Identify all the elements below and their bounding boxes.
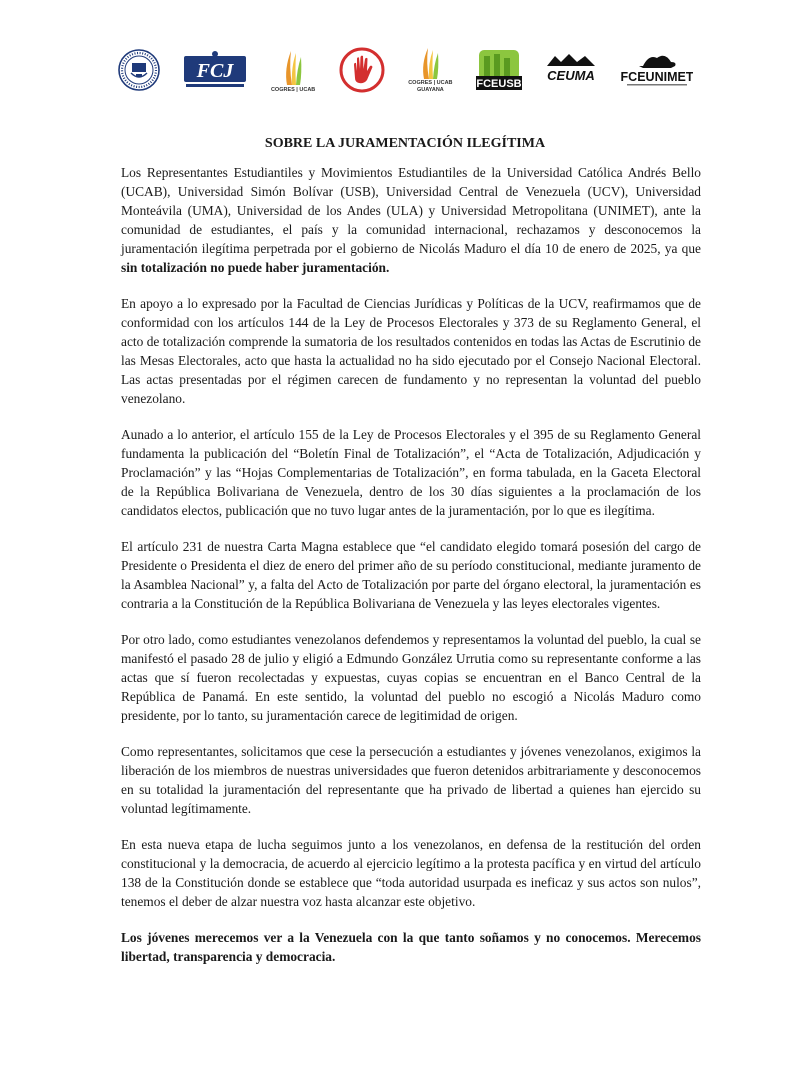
cogres-ucab-logo xyxy=(271,40,315,100)
hand-circle-logo xyxy=(339,40,385,100)
paragraph-3: Aunado a lo anterior, el artículo 155 de la Ley de Procesos Electorales y el 395 de su Reglamento General fundamenta la publicación del “Boletín Final de Totalización”, el “Acta de Totalización, Adjudicación y Proclamación” y las “Hojas Complementarias de Totalización”, en forma tabulada, en la Gaceta Electoral de la República Bolivariana de Venezuela, dentro de los 30 días siguientes a la proclamación de los candidatos electos, publicación que no tuvo lugar antes de la juramentación, por lo que es ilegítima. xyxy=(121,427,701,518)
paragraph-6: Como representantes, solicitamos que cese la persecución a estudiantes y jóvenes venezolanos, exigimos la liberación de los miembros de nuestras universidades que fueron detenidos arbitrariamente y desconocemos en su totalidad la juramentación del representante que ha privado de libertad a quienes han ejercido su voluntad legítimamente. xyxy=(121,744,701,816)
fceusb-emblem-icon xyxy=(476,48,522,92)
fceunimet-wordmark: FCEUNIMET xyxy=(620,70,693,84)
document-title: SOBRE LA JURAMENTACIÓN ILEGÍTIMA xyxy=(264,136,546,151)
hand-icon xyxy=(339,47,385,93)
fceusb-wordmark: FCEUSB xyxy=(476,78,522,90)
fcj-wordmark: FCJ xyxy=(197,60,234,82)
paragraph-4: El artículo 231 de nuestra Carta Magna establece que “el candidato elegido tomará posesión del cargo de Presidente o Presidenta el diez de enero del primer año de su período constitucional, mediante juramento de la Asamblea Nacional” y, a falta del Acto de Totalización por parte del órgano electoral, la juramentación es contraria a la Constitución de la República Bolivariana de Venezuela y las leyes electorales vigentes. xyxy=(121,539,701,611)
fceunimet-logo xyxy=(621,40,693,100)
paragraph-1-bold: sin totalización no puede haber juramentación. xyxy=(121,260,390,275)
university-seal-logo xyxy=(118,40,160,100)
ceuma-logo xyxy=(545,40,597,100)
cogres-guayana-caption-1: COGRES | UCAB xyxy=(408,80,453,87)
paragraph-5: Por otro lado, como estudiantes venezolanos defendemos y representamos la voluntad del pueblo, la cual se manifestó el pasado 28 de julio y eligió a Edmundo González Urrutia como su representante conforme a las actas que sí fueron recolectadas y expuestas, cuyas copias se encuentran en el Banco Central de la República de Panamá. En este sentido, la voluntad del pueblo no escogió a Nicolás Maduro como presidente, por lo tanto, su juramentación carece de legitimidad de origen. xyxy=(121,632,701,723)
fcj-emblem-icon xyxy=(183,50,247,90)
cogres-ucab-caption: COGRES | UCAB xyxy=(270,86,316,93)
paragraph-1-text: Los Representantes Estudiantiles y Movimientos Estudiantiles de la Universidad Católica Andrés Bello (UCAB), Universidad Simón Bolívar (USB), Universidad Central de Venezuela (UCV), Universidad Monteávila (UMA), Universidad de los Andes (ULA) y Universidad Metropolitana (UNIMET), ante la comunidad de estudiantes, el país y la comunidad internacional, rechazamos y desconocemos la juramentación ilegítima perpetrada por el gobierno de Nicolás Maduro el día 10 de enero de 2025, ya que xyxy=(121,165,701,256)
ceuma-emblem-icon xyxy=(545,52,597,88)
cogres-guayana-logo xyxy=(408,40,452,100)
fcj-logo xyxy=(183,40,247,100)
logo-strip xyxy=(118,40,693,100)
cogres-flame-icon xyxy=(282,47,304,87)
seal-icon xyxy=(118,47,160,93)
cogres-guayana-caption-2: GUAYANA xyxy=(416,87,444,93)
paragraph-2: En apoyo a lo expresado por la Facultad de Ciencias Jurídicas y Políticas de la UCV, reafirmamos que de conformidad con los artículos 144 de la Ley de Procesos Electorales y 373 de su Reglamento General, el acto de totalización comprende la sumatoria de los resultados contenidos en todas las Actas de Escrutinio de las Mesas Electorales, acto que hasta la actualidad no ha sido ejecutado por el Consejo Nacional Electoral. Las actas presentadas por el régimen carecen de fundamento y no representan la voluntad del pueblo venezolano. xyxy=(121,296,701,406)
closing-statement: Los jóvenes merecemos ver a la Venezuela con la que tanto soñamos y no conocemos. Merecemos libertad, transparencia y democracia. xyxy=(121,930,701,964)
paragraph-7: En esta nueva etapa de lucha seguimos junto a los venezolanos, en defensa de la restitución del orden constitucional y la democracia, de acuerdo al ejercicio legítimo a la protesta pacífica y en virtud del artículo 138 de la Constitución donde se establece que “toda autoridad usurpada es ineficaz y sus actos son nulos”, tenemos el deber de alzar nuestra voz hasta alcanzar este objetivo. xyxy=(121,837,701,909)
fceunimet-emblem-icon xyxy=(621,50,693,90)
fceusb-logo xyxy=(476,40,522,100)
ceuma-wordmark: CEUMA xyxy=(547,68,596,83)
paragraph-1 xyxy=(121,163,701,277)
document-body xyxy=(121,163,701,983)
cogres-guayana-flame-icon xyxy=(419,46,441,80)
